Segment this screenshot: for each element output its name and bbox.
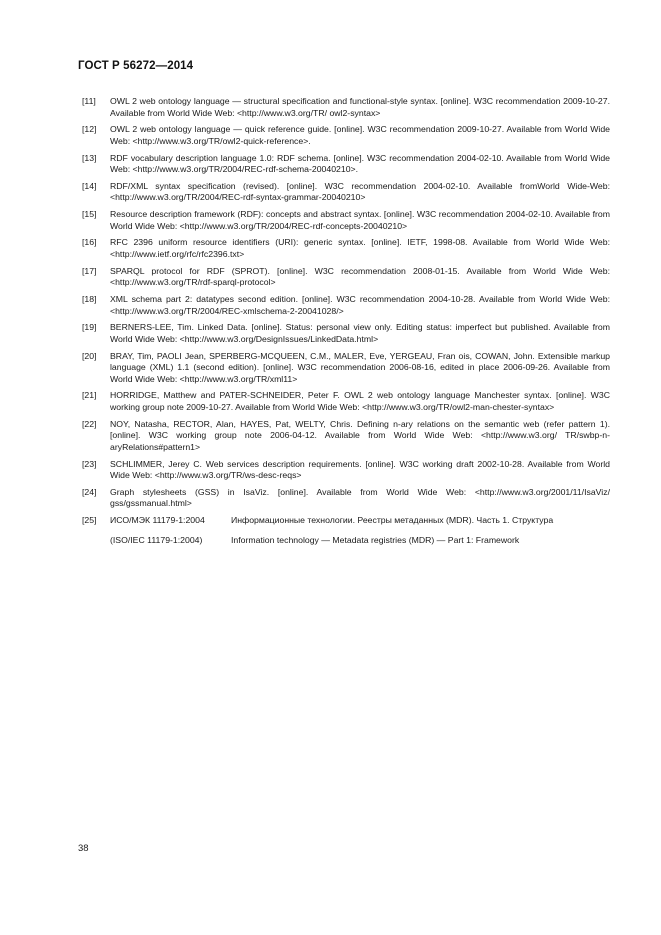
bibliography-entry — [82, 390, 610, 413]
bibliography-entry — [82, 96, 610, 119]
entry-text: XML schema part 2: datatypes second edition. [online]. W3C recommendation 2004-10-28. Available from World Wide Web: <http://www.w3.org/TR/2004/REC-xmlschema-2-20041028/> — [110, 293, 610, 316]
entry-number: [15] — [82, 209, 97, 220]
page-number: 38 — [78, 843, 89, 854]
bibliography-entry — [82, 294, 610, 317]
standard-code: (ISO/IEC 11179-1:2004) — [110, 534, 203, 545]
bibliography-entry — [82, 124, 610, 147]
entry-number: [12] — [82, 124, 97, 135]
bibliography-entry — [82, 153, 610, 176]
bibliography-entry — [82, 351, 610, 386]
entry-number: [20] — [82, 350, 97, 361]
bibliography-entry — [82, 266, 610, 289]
bibliography-list — [82, 96, 610, 559]
entry-number: [23] — [82, 458, 97, 469]
entry-text: Resource description framework (RDF): concepts and abstract syntax. [online]. W3C recommendation 2004-02-10. Available from World Wide Web: <http://www.w3.org/TR/2004/REC-rdf-concepts-20040210> — [110, 209, 610, 231]
entry-number: [13] — [82, 152, 97, 163]
standard-designation: ГОСТ Р 56272—2014 — [78, 60, 194, 72]
entry-text: BERNERS-LEE, Tim. Linked Data. [online]. Status: personal view only. Editing status: imperfect but published. Available from World Wide Web: <http://www.w3.org/DesignIssues/LinkedData.html> — [110, 322, 610, 344]
entry-number: [19] — [82, 322, 97, 333]
entry-number: [14] — [82, 180, 97, 191]
standard-code: ИСО/МЭК 11179-1:2004 — [110, 515, 205, 526]
standard-row-russian — [110, 515, 610, 527]
entry-number: [24] — [82, 486, 97, 497]
entry-text: RDF/XML syntax specification (revised). [online]. W3C recommendation 2004-02-10. Available fromWorld Wide-Web: <http://www.w3.org/TR/2004/REC-rdf-syntax-grammar-20040210> — [110, 180, 610, 203]
entry-text: BRAY, Tim, PAOLI Jean, SPERBERG-MCQUEEN, C.M., MALER, Eve, YERGEAU, Fran ois, COWAN, John. Extensible markup language (XML) 1.1 (second edition). [online]. W3C recommendation 2006-08-16, edited in place 2006-09-26. Available from World Wide Web: <http://www.w3.org/TR/xml11> — [110, 350, 610, 384]
standard-row-english — [110, 535, 610, 547]
entry-number: [22] — [82, 418, 97, 429]
entry-number: [25] — [82, 515, 97, 526]
entry-number: [11] — [82, 96, 96, 106]
entry-text: RFC 2396 uniform resource identifiers (URI): generic syntax. [online]. IETF, 1998-08. Available from World Wide Web: <http://www.ietf.org/rfc/rfc2396.txt> — [110, 237, 610, 259]
bibliography-entry — [82, 419, 610, 454]
entry-text: RDF vocabulary description language 1.0: RDF schema. [online]. W3C recommendation 2004-02-10. Available from World Wide Web: <http://www.w3.org/TR/2004/REC-rdf-schema-20040210>. — [110, 152, 610, 175]
bibliography-entry — [82, 209, 610, 232]
entry-text: SPARQL protocol for RDF (SPROT). [online]. W3C recommendation 2008-01-15. Available from World Wide Web: <http://www.w3.org/TR/rdf-sparql-protocol> — [110, 265, 610, 288]
entry-text: Graph stylesheets (GSS) in IsaViz. [online]. Available from World Wide Web: <http://www.w3.org/2001/11/IsaViz/ gss/gssmanual.html> — [110, 486, 610, 509]
bibliography-entry-standard — [82, 515, 610, 554]
bibliography-entry — [82, 237, 610, 260]
entry-text — [110, 515, 610, 554]
entry-text: OWL 2 web ontology language — structural specification and functional-style syntax. [online]. W3C recommendation 2009-10-27. Available from World Wide Web: <http://www.w3.org/TR/ owl2-syntax> — [110, 96, 610, 118]
entry-number: [21] — [82, 390, 97, 401]
entry-number: [17] — [82, 265, 97, 276]
entry-text: SCHLIMMER, Jerey C. Web services description requirements. [online]. W3C working draft 2002-10-28. Available from World Wide Web: <http://www.w3.org/TR/ws-desc-reqs> — [110, 458, 610, 481]
entry-text: OWL 2 web ontology language — quick reference guide. [online]. W3C recommendation 2009-10-27. Available from World Wide Web: <http://www.w3.org/TR/owl2-quick-reference>. — [110, 124, 610, 146]
bibliography-entry — [82, 459, 610, 482]
entry-number: [18] — [82, 293, 97, 304]
standard-title: Information technology — Metadata registries (MDR) — Part 1: Framework — [231, 534, 520, 545]
entry-number: [16] — [82, 237, 97, 248]
bibliography-entry — [82, 487, 610, 510]
bibliography-entry — [82, 181, 610, 204]
entry-text: NOY, Natasha, RECTOR, Alan, HAYES, Pat, WELTY, Chris. Defining n-ary relations on the semantic web (refer pattern 1). [online]. W3C working group note 2006-04-12. Available from World Wide Web: <http://www.w3.org/ TR/swbp-n-aryRelations#pattern1> — [110, 418, 610, 452]
bibliography-entry — [82, 322, 610, 345]
entry-text: HORRIDGE, Matthew and PATER-SCHNEIDER, Peter F. OWL 2 web ontology language Manchester syntax. [online]. W3C working group note 2009-10-27. Available from World Wide Web: <http://www.w3.org/TR/owl2-man-chester-syntax> — [110, 390, 610, 412]
standard-title: Информационные технологии. Реестры метаданных (MDR). Часть 1. Структура — [231, 515, 554, 526]
